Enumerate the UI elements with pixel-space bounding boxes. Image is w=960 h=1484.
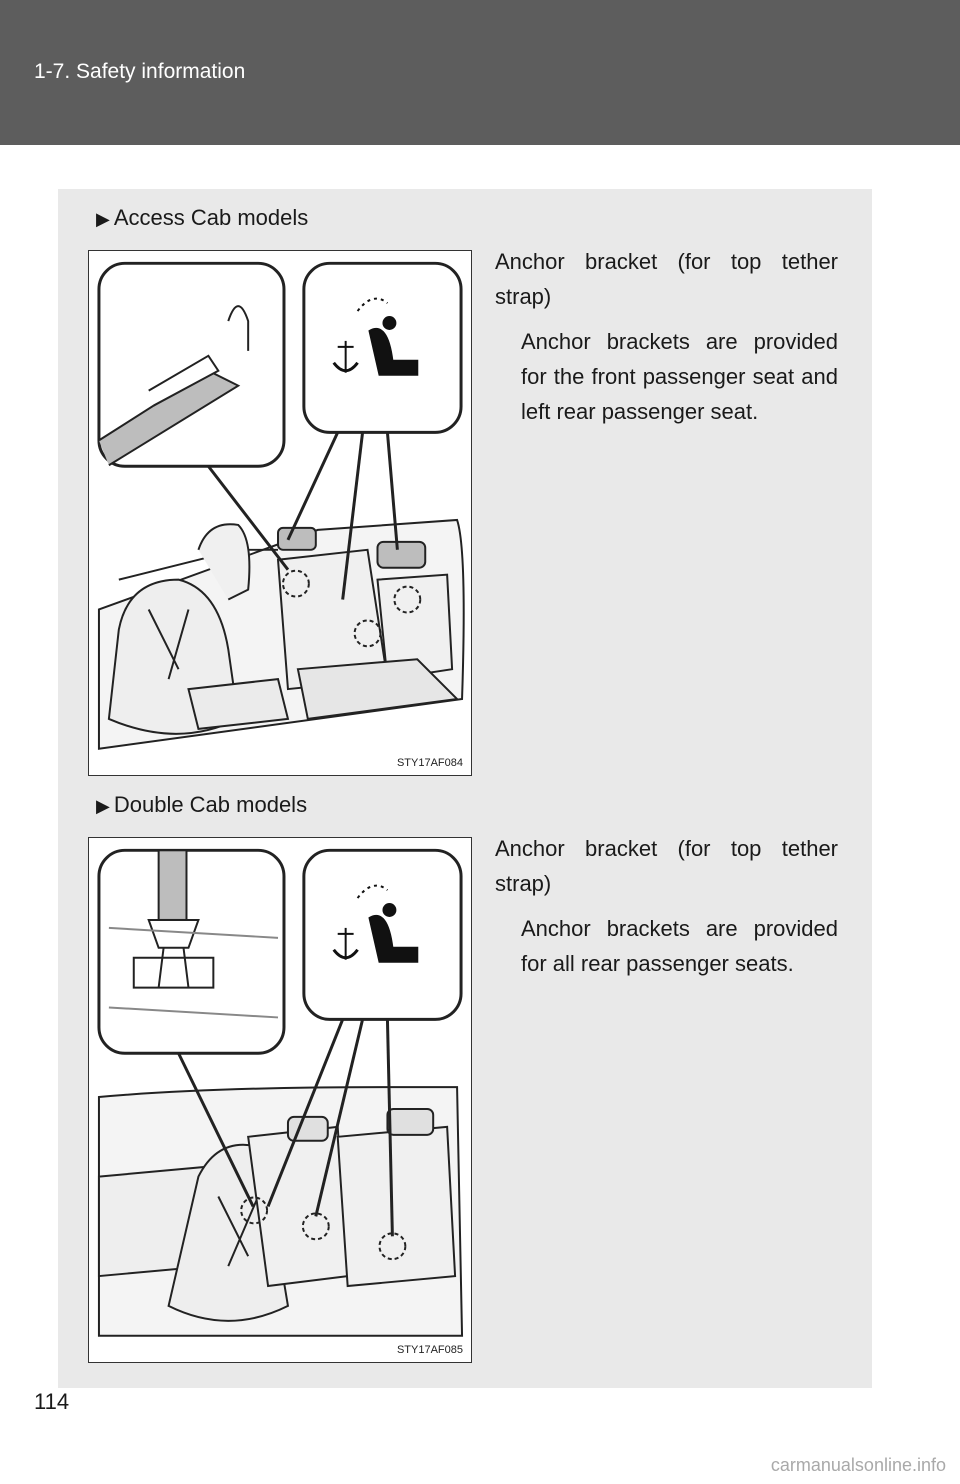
detail-text: Anchor brackets are provided for the front passenger seat and left rear passenger seat. [521, 329, 838, 424]
figure-code: STY17AF085 [396, 1344, 463, 1356]
section-title-access-cab: ▶ Access Cab models [96, 205, 309, 230]
illustration-access-cab [89, 251, 471, 775]
detail-text: Anchor brackets are provided for all rear passenger seats. [521, 916, 838, 976]
lead-text: Anchor bracket (for top tether strap) [495, 249, 838, 309]
page-number: 114 [34, 1389, 70, 1414]
triangle-bullet-icon: ▶ [96, 796, 110, 816]
illustration-double-cab [89, 838, 471, 1362]
figure-access-cab [88, 250, 472, 776]
figure-code: STY17AF084 [396, 757, 463, 769]
header-section-title: 1-7. Safety information [34, 60, 246, 83]
triangle-bullet-icon: ▶ [96, 209, 110, 229]
description-double-cab [495, 831, 838, 981]
section-title-double-cab: ▶ Double Cab models [96, 792, 308, 817]
figure-double-cab [88, 837, 472, 1363]
description-access-cab [495, 244, 838, 429]
lead-text: Anchor bracket (for top tether strap) [495, 836, 838, 896]
watermark: carmanualsonline.info [770, 1455, 946, 1475]
page-header [0, 0, 960, 145]
